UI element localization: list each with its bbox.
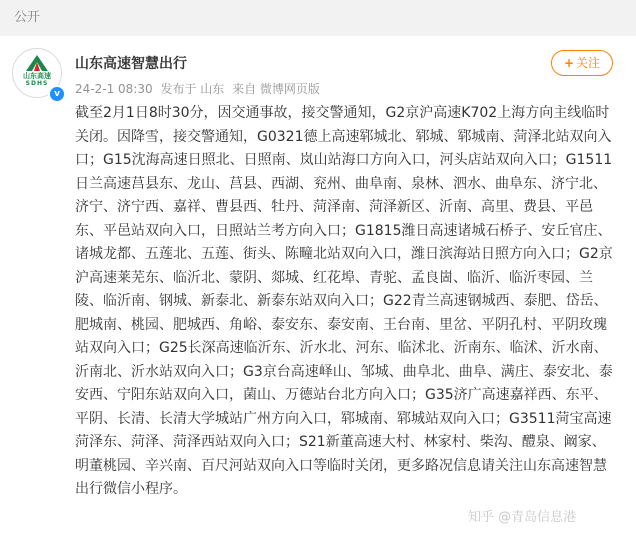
- weibo-post-card: [0, 36, 636, 543]
- visibility-label: 公开: [0, 0, 636, 36]
- post-location: 发布于 山东: [160, 82, 225, 96]
- road-logo-icon: [26, 55, 48, 71]
- avatar-logo-text: 山东高速: [23, 72, 51, 80]
- follow-label: 关注: [576, 56, 601, 70]
- author-name[interactable]: 山东高速智慧出行: [75, 56, 187, 72]
- post-source[interactable]: 来自 微博网页版: [232, 82, 320, 96]
- post-meta: [75, 80, 324, 97]
- plus-icon: +: [563, 56, 575, 70]
- post-content: 截至2月1日8时30分，因交通事故，接交警通知，G2京沪高速K702上海方向主线临时关闭。因降雪，接交警通知，G0321德上高速郓城北、郓城、郓城南、菏泽北站双向入口；G15沈海高速日照北、日照南、岚山站海口方向入口，河头店站双向入口；G1511日兰高速莒县东、龙山、莒县、西湖、兖州、曲阜南、泉林、泗水、曲阜东、济宁北、济宁、济宁西、嘉祥、曹县西、牡丹、菏泽南、菏泽新区、沂南、高里、费县、平邑东、平邑站双向入口，日照站兰考方向入口；G1815潍日高速诸城石桥子、安丘官庄、诸城龙都、五莲北、五莲、街头、陈疃北站双向入口，潍日滨海站日照方向入口；G2京沪高速莱芜东、临沂北、蒙阴、郯城、红花埠、青驼、孟良崮、临沂、临沂枣园、兰陵、临沂南、钢城、新泰北、新泰东站双向入口；G22青兰高速钢城西、泰肥、岱岳、肥城南、桃园、肥城西、角峪、泰安东、泰安南、王台南、里岔、平阴孔村、平阴玫瑰站双向入口；G25长深高速临沂东、沂水北、河东、临沭北、沂南东、临沭、沂水南、沂南北、沂水站双向入口；G3京台高速峄山、邹城、曲阜北、曲阜、满庄、泰安北、泰安西、宁阳东站双向入口，菌山、万德站台北方向入口；G35济广高速嘉祥西、东平、平阴、长清、长清大学城站广州方向入口，郓城南、郓城站双向入口；G3511菏宝高速菏泽东、菏泽、菏泽西站双向入口；S21新董高速大村、林家村、柴沟、醴泉、阚家、明董桃园、辛兴南、百尺河站双向入口等临时关闭，更多路况信息请关注山东高速智慧出行微信小程序。: [75, 105, 613, 497]
- post-date[interactable]: 24-2-1 08:30: [75, 82, 153, 96]
- verified-badge-icon: v: [48, 85, 66, 103]
- watermark: 知乎 @青岛信息港: [468, 510, 577, 525]
- follow-button[interactable]: [551, 50, 613, 76]
- avatar-logo-sub: SDHS: [25, 80, 49, 87]
